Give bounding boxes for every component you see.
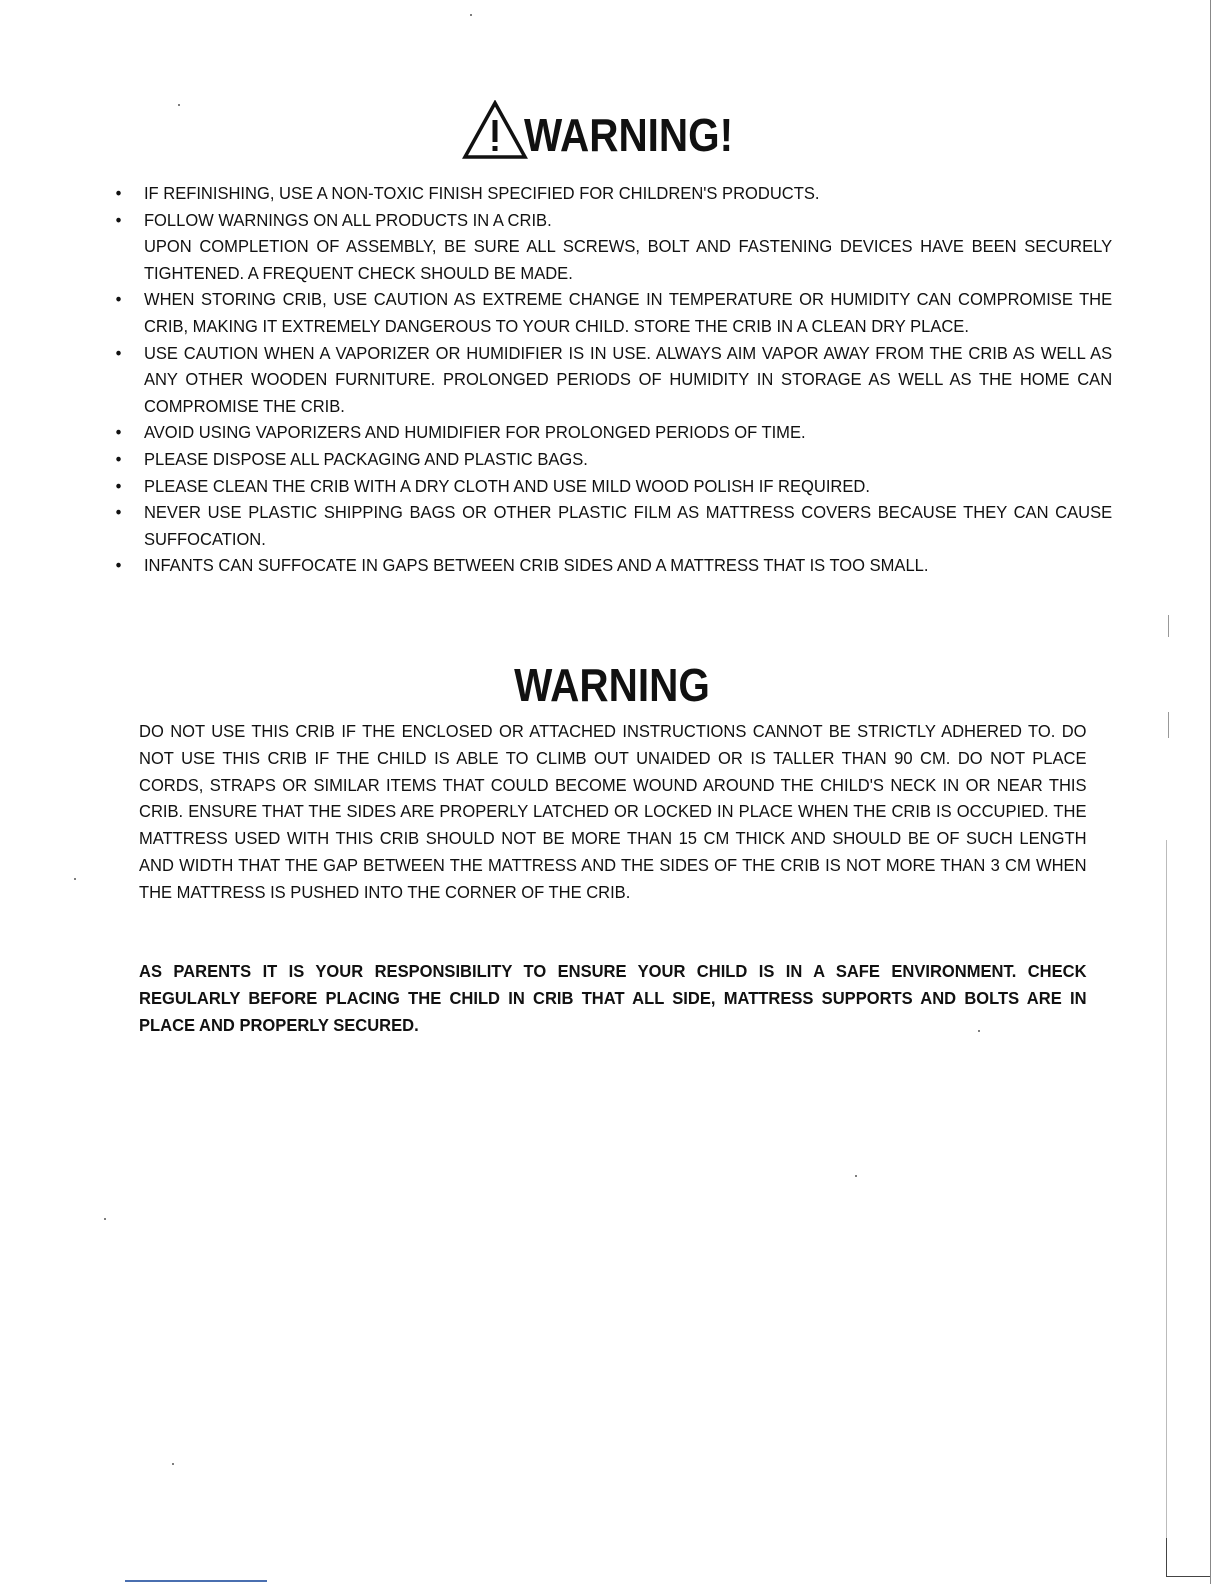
bullet-text: USE CAUTION WHEN A VAPORIZER OR HUMIDIFIER IS IN USE. ALWAYS AIM VAPOR AWAY FROM THE CRIB AS WELL AS ANY OTHER WOODEN FURNITURE. PROLONGED PERIODS OF HUMIDITY IN STORAGE AS WELL AS THE HOME CAN COMPROMISE THE CRIB. [143,342,1113,416]
warning-section-title: WARNING [514,659,710,711]
parents-responsibility-note: AS PARENTS IT IS YOUR RESPONSIBILITY TO ENSURE YOUR CHILD IS IN A SAFE ENVIRONMENT. CHECK REGULARLY BEFORE PLACING THE CHILD IN CRIB THAT ALL SIDE, MATTRESS SUPPORTS AND BOLTS ARE IN PLACE AND PROPERLY SECURED. [139,961,1087,1035]
scan-speck [470,14,472,16]
warning-triangle-icon [462,100,528,160]
bullet-dot: • [115,183,122,203]
bullet-dot: • [115,209,122,230]
bullet-text: PLEASE DISPOSE ALL PACKAGING AND PLASTIC BAGS. [143,448,588,469]
bullet-dot: • [115,555,122,576]
warning-bullet-list [112,180,1113,579]
bullet-item [112,446,1112,473]
bullet-item [112,340,1112,420]
scan-speck [104,1218,106,1220]
warning-title: WARNING! [524,109,734,161]
warning-section-body: DO NOT USE THIS CRIB IF THE ENCLOSED OR ATTACHED INSTRUCTIONS CANNOT BE STRICTLY ADHERED TO. DO NOT USE THIS CRIB IF THE CHILD IS ABLE TO CLIMB OUT UNAIDED OR IS TALLER THAN 90 CM. DO NOT PLACE CORDS, STRAPS OR SIMILAR ITEMS THAT COULD BECOME WOUND AROUND THE CHILD'S NECK IN OR NEAR THIS CRIB. ENSURE THAT THE SIDES ARE PROPERLY LATCHED OR LOCKED IN PLACE WHEN THE CRIB IS OCCUPIED. THE MATTRESS USED WITH THIS CRIB SHOULD NOT BE MORE THAN 15 CM THICK AND SHOULD BE OF SUCH LENGTH AND WIDTH THAT THE GAP BETWEEN THE MATTRESS AND THE SIDES OF THE CRIB IS NOT MORE THAN 3 CM WHEN THE MATTRESS IS PUSHED INTO THE CORNER OF THE CRIB. [139,721,1087,902]
bullet-item [112,552,1112,579]
bullet-item [112,286,1112,339]
bullet-text: WHEN STORING CRIB, USE CAUTION AS EXTREME CHANGE IN TEMPERATURE OR HUMIDITY CAN COMPROMISE THE CRIB, MAKING IT EXTREMELY DANGEROUS TO YOUR CHILD. STORE THE CRIB IN A CLEAN DRY PLACE. [143,289,1113,336]
bullet-dot: • [115,448,122,469]
scan-corner-line [1166,1538,1167,1576]
scan-edge-line [1168,615,1169,637]
scan-speck [172,1463,174,1465]
scan-edge-line [1168,712,1169,738]
scan-speck [855,1175,857,1177]
scan-edge-line [1210,0,1211,1584]
scan-speck [178,104,180,106]
bullet-item [112,207,1112,287]
bullet-dot: • [115,502,122,523]
bullet-text: AVOID USING VAPORIZERS AND HUMIDIFIER FOR PROLONGED PERIODS OF TIME. [143,422,806,443]
bullet-item [112,473,1112,500]
bullet-dot: • [115,289,122,310]
bullet-dot: • [115,422,122,443]
bullet-text: IF REFINISHING, USE A NON-TOXIC FINISH SPECIFIED FOR CHILDREN'S PRODUCTS. [143,183,820,203]
scan-edge-line [1166,840,1167,1540]
bullet-text: PLEASE CLEAN THE CRIB WITH A DRY CLOTH AND USE MILD WOOD POLISH IF REQUIRED. [143,475,870,496]
bullet-item [112,419,1112,446]
bullet-text: FOLLOW WARNINGS ON ALL PRODUCTS IN A CRIB. [143,209,552,230]
bullet-text: UPON COMPLETION OF ASSEMBLY, BE SURE ALL SCREWS, BOLT AND FASTENING DEVICES HAVE BEEN SECURELY TIGHTENED. A FREQUENT CHECK SHOULD BE MADE. [143,236,1113,283]
bullet-item [112,180,1112,207]
bullet-text: NEVER USE PLASTIC SHIPPING BAGS OR OTHER PLASTIC FILM AS MATTRESS COVERS BECAUSE THEY CAN CAUSE SUFFOCATION. [143,502,1113,549]
bullet-dot: • [115,475,122,496]
scan-speck [978,1030,980,1032]
scan-bottom-line [125,1580,267,1582]
scan-corner-line [1166,1576,1210,1577]
bullet-dot: • [115,342,122,363]
bullet-item [112,499,1112,552]
bullet-text: INFANTS CAN SUFFOCATE IN GAPS BETWEEN CRIB SIDES AND A MATTRESS THAT IS TOO SMALL. [143,555,929,576]
scan-speck [74,878,76,880]
warning-header [0,100,1224,161]
